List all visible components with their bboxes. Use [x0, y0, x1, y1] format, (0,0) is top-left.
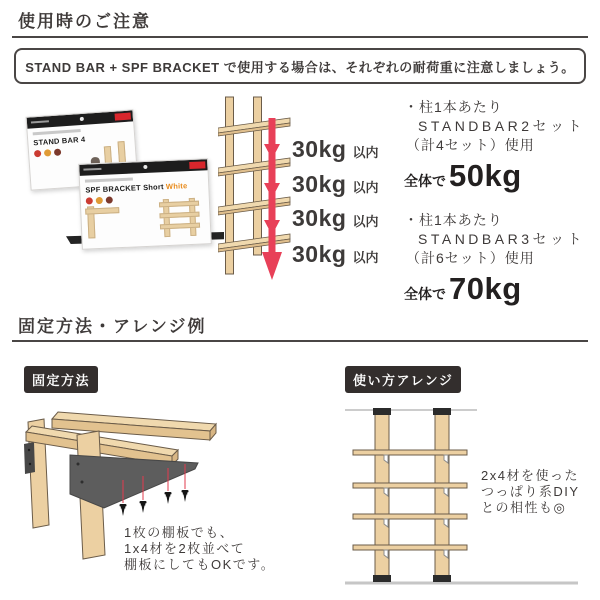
variant-dot-red: [86, 197, 93, 204]
limit-label: 30kg 以内: [292, 241, 379, 267]
package-title-color: White: [165, 181, 188, 192]
variant-dot-brown: [54, 148, 61, 155]
arrange-caption: 2x4材を使った つっぱり系DIY との相性も◎: [481, 468, 580, 515]
red-tag: [189, 161, 205, 169]
stand-bar-bracket: [24, 442, 35, 474]
hang-hole: [80, 117, 84, 121]
spec-block: [404, 98, 598, 194]
limit-label: 30kg 以内: [292, 171, 379, 197]
limit-label: 30kg 以内: [292, 136, 379, 162]
variant-dot-orange: [96, 197, 103, 204]
total-load: 全体で 50kg: [404, 158, 522, 193]
spec-bullet: ・柱1本あたり: [404, 212, 503, 228]
hang-hole: [143, 165, 147, 169]
section-title-usage-caution: 使用時のご注意: [18, 12, 151, 31]
spec-column: [404, 98, 598, 324]
total-load: 全体で 70kg: [404, 271, 522, 306]
spec-block: [404, 211, 598, 307]
package-tagline: [33, 129, 81, 135]
limit-label: 30kg 以内: [292, 205, 379, 231]
fixing-method-label: 固定方法: [24, 366, 98, 393]
section-title-fixing-arrange: 固定方法・アレンジ例: [18, 317, 207, 336]
usage-arrange-label: 使い方アレンジ: [345, 366, 461, 393]
package-spf-bracket: [78, 158, 212, 250]
spec-bullet: ・柱1本あたり: [404, 99, 503, 115]
package-tagline: [85, 178, 133, 183]
variant-dot-brown: [106, 196, 113, 203]
package-title: STAND BAR 4: [33, 134, 86, 148]
spec-sets: STANDBAR2セット: [418, 118, 585, 134]
fixing-caption: 1枚の棚板でも、 1x4材を2枚並べて 棚板にしてもOKです。: [124, 525, 276, 572]
red-tag: [115, 113, 131, 121]
product-packages: [22, 106, 224, 258]
spec-total-sets: （計6セット）使用: [406, 250, 535, 266]
brand-logo: [31, 120, 49, 123]
package-title: SPF BRACKET Short White: [85, 181, 188, 195]
spec-sets: STANDBAR3セット: [418, 231, 585, 247]
spf-bracket-plate: [70, 455, 198, 508]
section-divider: [12, 36, 588, 38]
load-warning-text: STAND BAR + SPF BRACKET で使用する場合は、それぞれの耐荷重に注意しましょう。: [25, 59, 575, 75]
load-warning-box: [14, 48, 586, 84]
spec-total-sets: （計4セット）使用: [406, 137, 535, 153]
brand-logo: [83, 168, 101, 171]
shelf-art-board: [85, 207, 119, 214]
variant-dot-orange: [44, 149, 51, 156]
variant-dot-red: [34, 150, 41, 157]
section-divider: [12, 340, 588, 342]
